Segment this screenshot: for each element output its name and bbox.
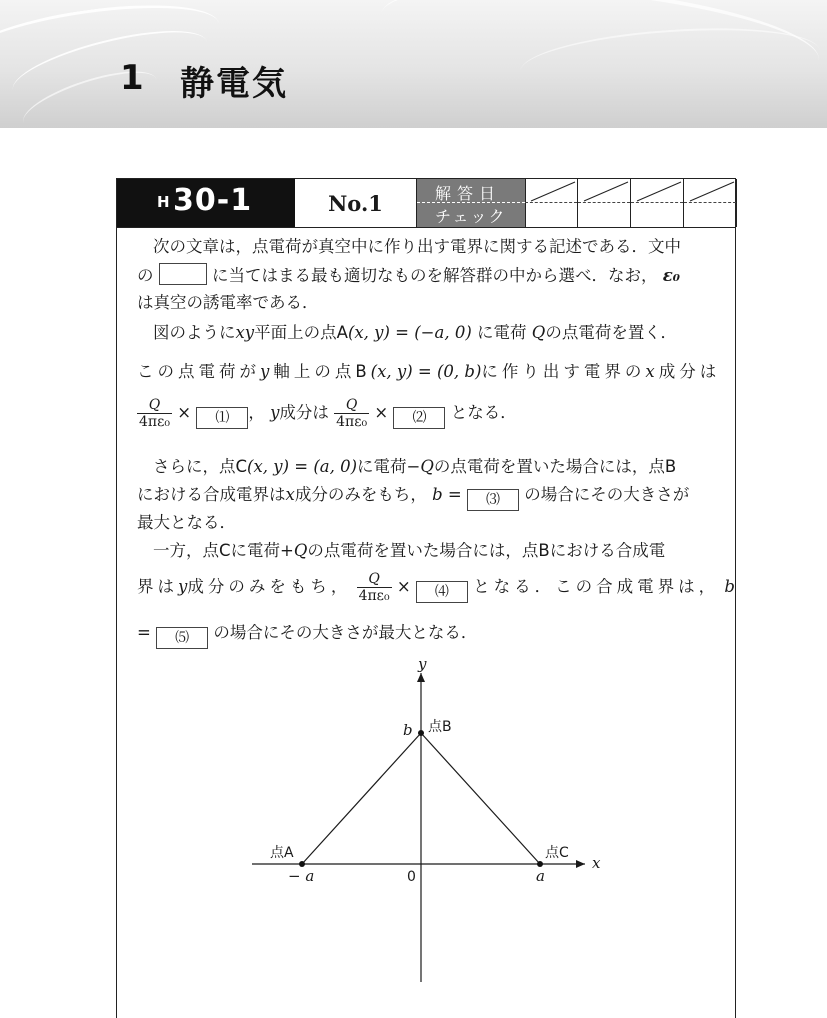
text-line: $\frac{Q}{\text{4πε₀}}$ × ⑴ ， y成分は $\frac{Q}{\text{4πε₀}}$ × ⑵ となる． xyxy=(139,397,517,430)
text-line: さらに，点C(x, y) = (a, 0)に電荷−Qの点電荷を置いた場合には，点B xyxy=(153,457,677,476)
text-line: 界はy成分のみをもち， $\frac{Q}{\text{4πε₀}}$ × ⑷ となる．この合成電界は， b xyxy=(137,571,735,604)
answer-blank-3: ⑶ xyxy=(467,489,519,511)
point-b-dot xyxy=(418,730,424,736)
fraction: $\frac{Q}{\text{4πε₀}}$ xyxy=(336,397,368,430)
chapter-title: 静電気 xyxy=(180,64,288,104)
point-c-label: 点C xyxy=(545,845,569,861)
text-line: この点電荷がy軸上の点B(x, y) = (0, b)に作り出す電界のx成分は xyxy=(137,362,721,381)
problem-number: No.1 xyxy=(295,179,417,227)
b-label: b xyxy=(403,721,413,739)
answer-blank-4: ⑷ xyxy=(416,581,468,603)
text-line: における合成電界はx成分のみをもち， b = ⑶ の場合にその大きさが xyxy=(137,483,689,511)
text-line: 最大となる． xyxy=(137,513,236,532)
answer-blank-5: ⑸ xyxy=(156,627,208,649)
answer-blank-1: ⑴ xyxy=(196,407,248,429)
point-a-label: 点A xyxy=(270,845,294,861)
check-label: チェック xyxy=(435,207,507,226)
problem-code-number: 30-1 xyxy=(173,183,253,218)
text-line: 一方，点Cに電荷+Qの点電荷を置いた場合には，点Bにおける合成電 xyxy=(153,541,666,560)
text-line: 次の文章は，点電荷が真空中に作り出す電界に関する記述である．文中 xyxy=(153,237,681,256)
line-c-to-b xyxy=(421,733,540,864)
text-line: の に当てはまる最も適切なものを解答群の中から選べ．なお， ε₀ xyxy=(137,263,680,288)
point-b-label: 点B xyxy=(428,719,452,735)
answer-blank-2: ⑵ xyxy=(393,407,445,429)
line-a-to-b xyxy=(302,733,421,864)
pos-a-label: a xyxy=(536,867,545,885)
y-axis-label: y xyxy=(418,655,427,673)
epsilon-symbol: ε₀ xyxy=(662,266,681,285)
fraction: $\frac{Q}{\text{4πε₀}}$ xyxy=(358,571,390,604)
answer-date-label: 解答日 xyxy=(435,184,502,203)
problem-code-prefix: H xyxy=(157,193,170,211)
fraction: $\frac{Q}{\text{4πε₀}}$ xyxy=(139,397,170,430)
text-line: 図のようにxy平面上の点A(x, y) = (−a, 0) に電荷 Qの点電荷を置く． xyxy=(153,323,677,342)
x-axis-label: x xyxy=(592,854,601,872)
origin-label: 0 xyxy=(407,869,416,885)
neg-a-label: − a xyxy=(288,867,315,885)
chapter-number: 1 xyxy=(120,58,144,98)
text-line: は真空の誘電率である． xyxy=(137,293,319,312)
text-line: = ⑸ の場合にその大きさが最大となる． xyxy=(137,621,477,649)
